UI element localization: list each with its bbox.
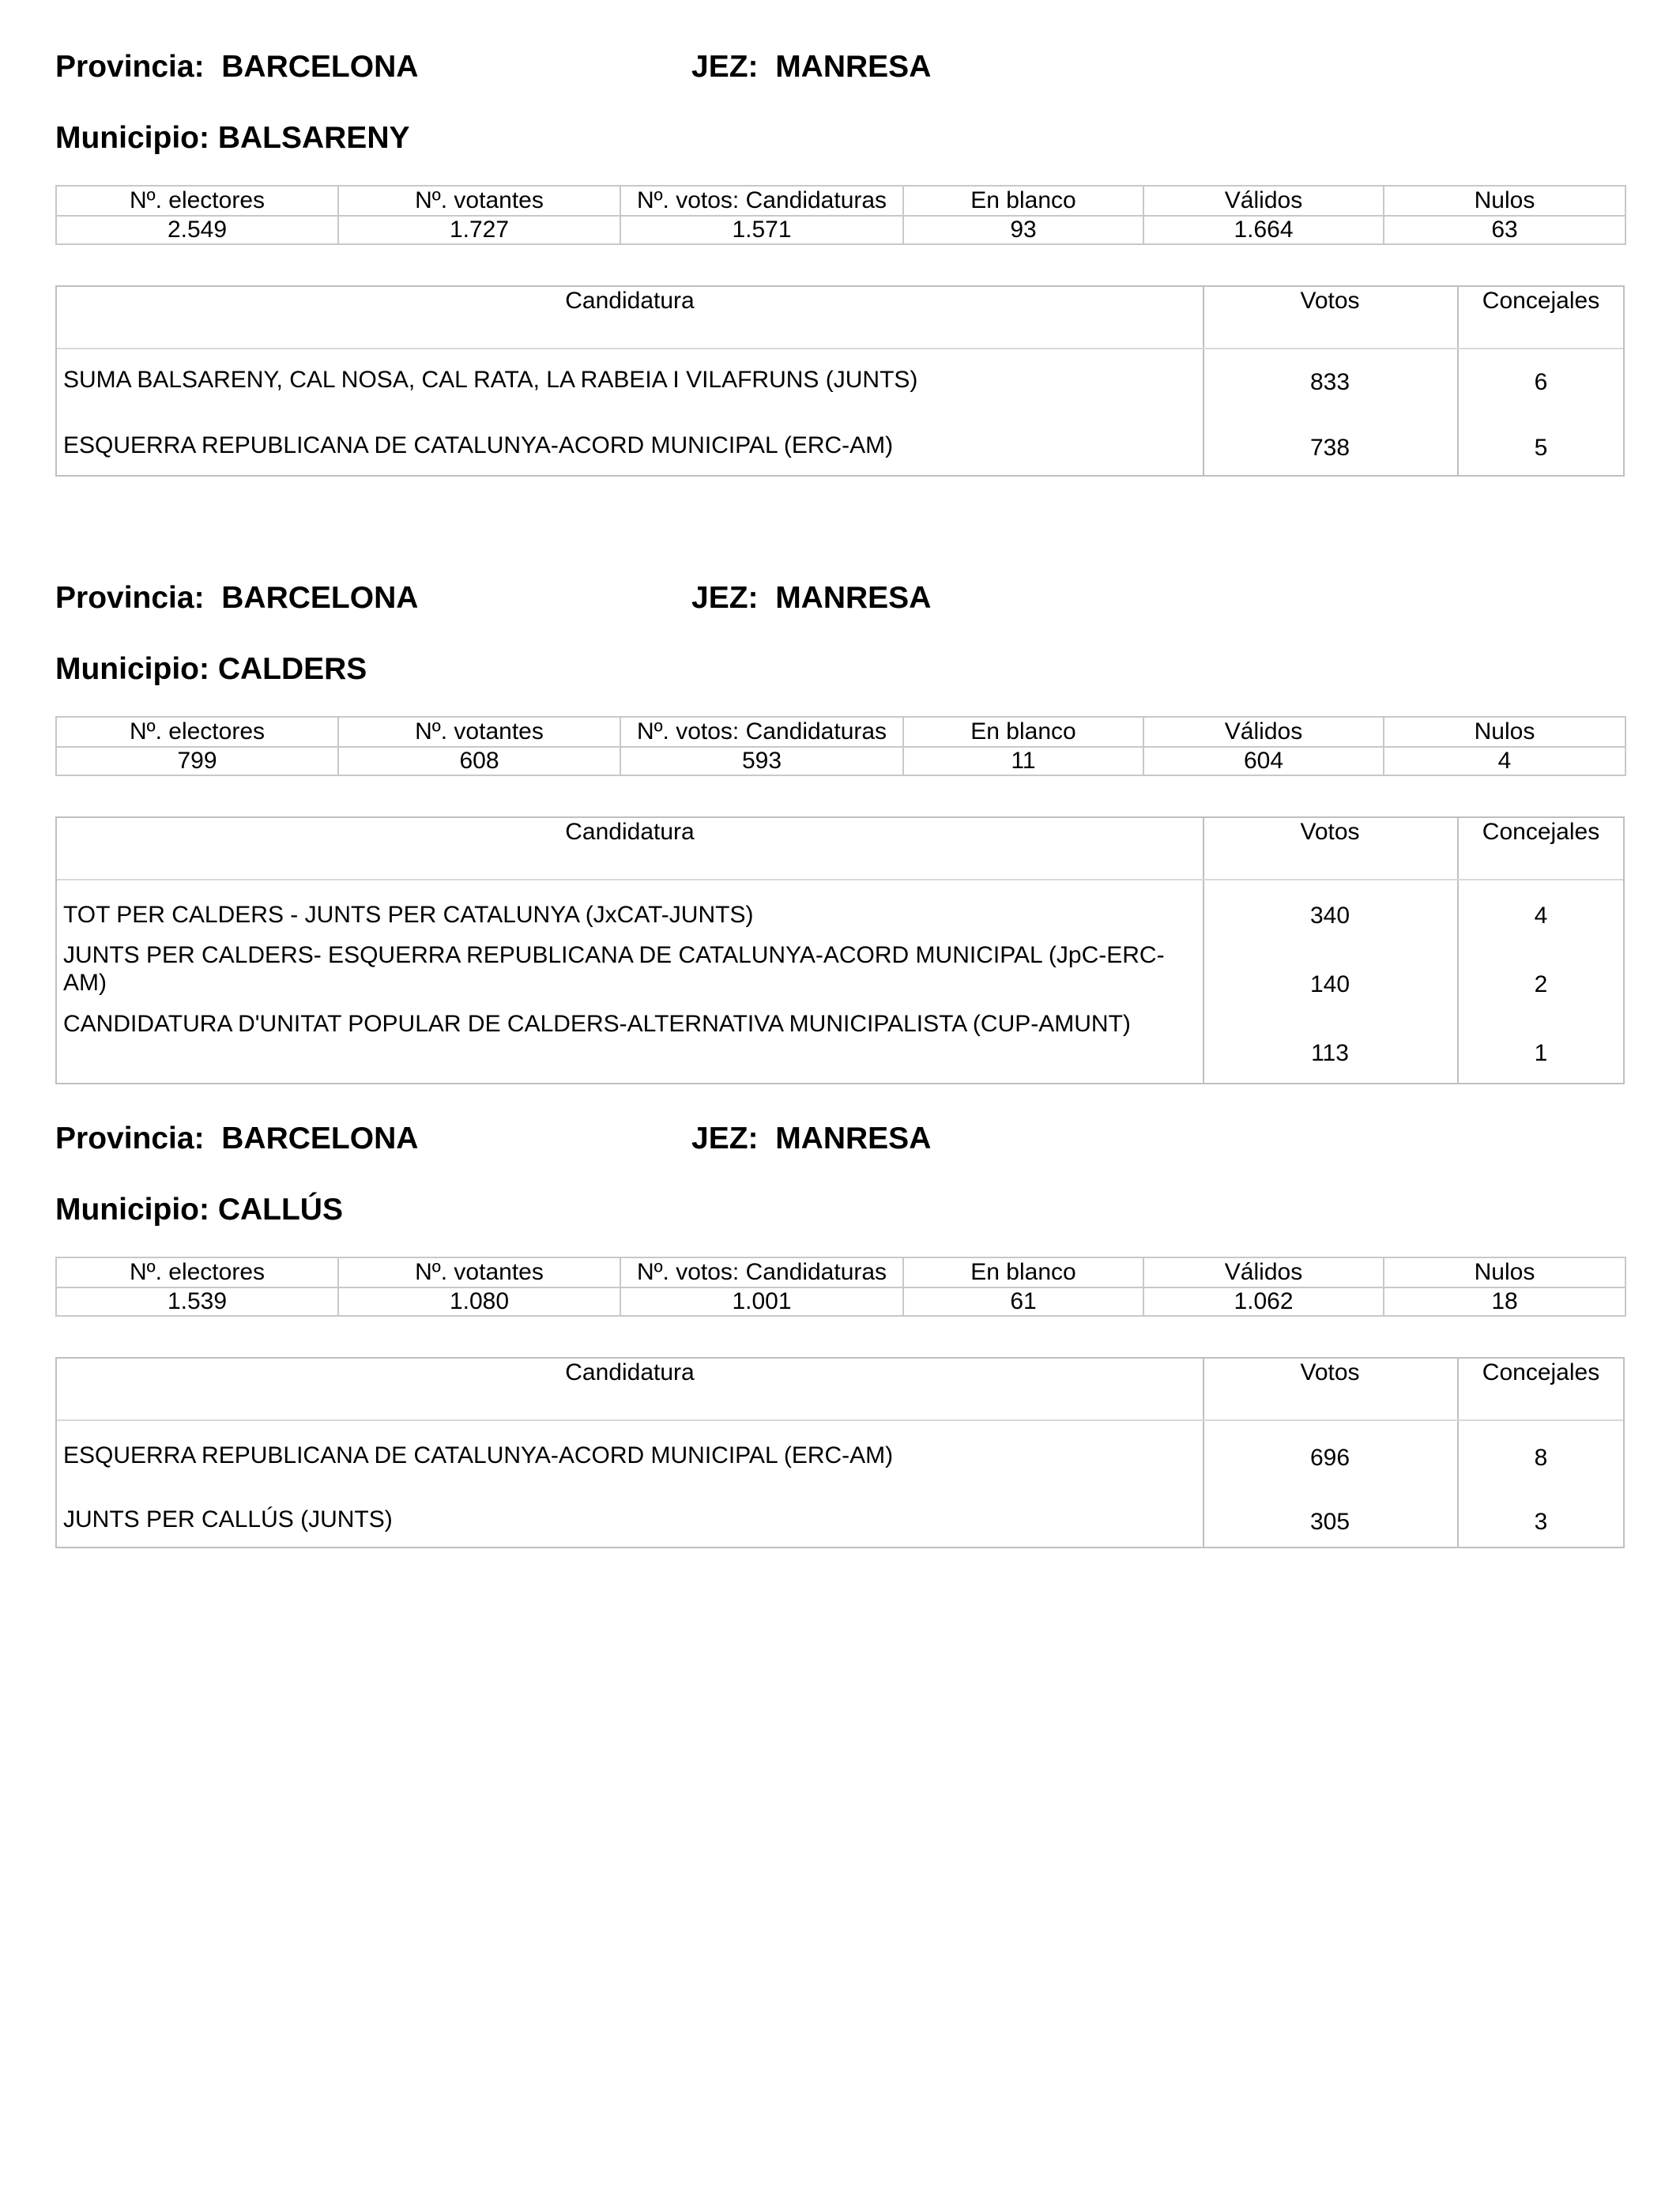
candidatura-name: ESQUERRA REPUBLICANA DE CATALUNYA-ACORD MUNICIPAL (ERC-AM) <box>63 432 894 458</box>
stats-value: 61 <box>903 1287 1143 1316</box>
candidatura-name: ESQUERRA REPUBLICANA DE CATALUNYA-ACORD MUNICIPAL (ERC-AM) <box>63 1442 894 1468</box>
stats-header: Nº. votantes <box>338 717 620 747</box>
stats-header: Nulos <box>1384 186 1625 216</box>
stats-header: En blanco <box>903 186 1143 216</box>
stats-value: 1.664 <box>1143 216 1384 244</box>
candidatura-row <box>57 366 1625 396</box>
votos-header: Votos <box>1300 819 1360 845</box>
concejales-header: Concejales <box>1482 819 1600 845</box>
stats-value: 1.539 <box>56 1287 338 1316</box>
candidaturas-header <box>57 1359 1623 1421</box>
candidatura-name: SUMA BALSARENY, CAL NOSA, CAL RATA, LA RABEIA I VILAFRUNS (JUNTS) <box>63 367 918 393</box>
candidaturas-table <box>55 816 1625 1084</box>
stats-header: Nº. votantes <box>338 1257 620 1287</box>
stats-value: 799 <box>56 747 338 775</box>
stats-header: Nº. votos: Candidaturas <box>620 717 903 747</box>
stats-header-row <box>56 186 1625 216</box>
candidatura-votos: 340 <box>1309 903 1350 929</box>
candidatura-votos: 305 <box>1309 1509 1350 1535</box>
stats-value: 1.001 <box>620 1287 903 1316</box>
candidatura-row <box>57 1506 1625 1536</box>
candidatura-row <box>57 901 1625 929</box>
stats-value: 604 <box>1143 747 1384 775</box>
stats-table <box>55 716 1626 776</box>
provincia-heading: Provincia: BARCELONA <box>55 50 419 84</box>
municipio-heading: Municipio: BALSARENY <box>55 121 410 155</box>
stats-value: 1.727 <box>338 216 620 244</box>
candidatura-concejales: 8 <box>1534 1445 1548 1471</box>
stats-value: 4 <box>1384 747 1625 775</box>
candidatura-votos: 696 <box>1309 1445 1350 1471</box>
candidaturas-table <box>55 285 1625 477</box>
candidatura-concejales: 5 <box>1534 435 1548 461</box>
stats-table <box>55 1257 1626 1317</box>
stats-header: Nº. votantes <box>338 186 620 216</box>
votos-header: Votos <box>1300 288 1360 314</box>
candidatura-row <box>57 1442 1625 1472</box>
stats-header: Nulos <box>1384 717 1625 747</box>
jez-heading: JEZ: MANRESA <box>691 581 932 615</box>
candidatura-row <box>57 941 1625 998</box>
votos-header: Votos <box>1300 1359 1360 1385</box>
stats-header: Nº. electores <box>56 717 338 747</box>
stats-value: 1.571 <box>620 216 903 244</box>
stats-header: En blanco <box>903 1257 1143 1287</box>
stats-header-row <box>56 717 1625 747</box>
concejales-header: Concejales <box>1482 1359 1600 1385</box>
municipio-heading: Municipio: CALLÚS <box>55 1193 343 1227</box>
candidatura-row <box>57 1010 1625 1067</box>
candidatura-concejales: 4 <box>1534 903 1548 929</box>
stats-value: 608 <box>338 747 620 775</box>
stats-header: Válidos <box>1143 1257 1384 1287</box>
stats-header: Válidos <box>1143 186 1384 216</box>
stats-header: Nº. electores <box>56 186 338 216</box>
candidatura-name: JUNTS PER CALLÚS (JUNTS) <box>63 1506 393 1532</box>
candidatura-name: TOT PER CALDERS - JUNTS PER CATALUNYA (JxCAT-JUNTS) <box>63 902 754 928</box>
concejales-header: Concejales <box>1482 288 1600 314</box>
stats-value-row <box>56 1287 1625 1316</box>
candidatura-concejales: 1 <box>1534 1040 1548 1066</box>
candidaturas-table <box>55 1357 1625 1548</box>
candidatura-header: Candidatura <box>565 1359 695 1385</box>
provincia-heading: Provincia: BARCELONA <box>55 1122 419 1155</box>
stats-header: Nº. votos: Candidaturas <box>620 186 903 216</box>
stats-value: 63 <box>1384 216 1625 244</box>
stats-header: Válidos <box>1143 717 1384 747</box>
stats-value: 593 <box>620 747 903 775</box>
candidatura-votos: 738 <box>1309 435 1350 461</box>
candidatura-concejales: 6 <box>1534 369 1548 395</box>
stats-value: 1.080 <box>338 1287 620 1316</box>
candidatura-concejales: 2 <box>1534 971 1548 997</box>
stats-value: 1.062 <box>1143 1287 1384 1316</box>
candidatura-row <box>57 432 1625 462</box>
candidaturas-header <box>57 818 1623 880</box>
candidatura-votos: 833 <box>1309 369 1350 395</box>
candidatura-concejales: 3 <box>1534 1509 1548 1535</box>
stats-value: 2.549 <box>56 216 338 244</box>
jez-heading: JEZ: MANRESA <box>691 50 932 84</box>
stats-value: 93 <box>903 216 1143 244</box>
stats-header: En blanco <box>903 717 1143 747</box>
candidatura-name: CANDIDATURA D'UNITAT POPULAR DE CALDERS-ALTERNATIVA MUNICIPALISTA (CUP-AMUNT) <box>63 1011 1131 1037</box>
candidatura-name: JUNTS PER CALDERS- ESQUERRA REPUBLICANA DE CATALUNYA-ACORD MUNICIPAL (JpC-ERC-AM) <box>63 942 1165 996</box>
candidaturas-header <box>57 287 1623 349</box>
stats-value: 11 <box>903 747 1143 775</box>
stats-value: 18 <box>1384 1287 1625 1316</box>
stats-value-row <box>56 747 1625 775</box>
stats-table <box>55 185 1626 245</box>
stats-header: Nº. electores <box>56 1257 338 1287</box>
candidatura-votos: 113 <box>1311 1040 1349 1066</box>
stats-header: Nº. votos: Candidaturas <box>620 1257 903 1287</box>
stats-value-row <box>56 216 1625 244</box>
jez-heading: JEZ: MANRESA <box>691 1122 932 1155</box>
candidatura-header: Candidatura <box>565 288 695 314</box>
municipio-heading: Municipio: CALDERS <box>55 652 367 686</box>
stats-header-row <box>56 1257 1625 1287</box>
candidatura-header: Candidatura <box>565 819 695 845</box>
provincia-heading: Provincia: BARCELONA <box>55 581 419 615</box>
candidatura-votos: 140 <box>1309 971 1350 997</box>
stats-header: Nulos <box>1384 1257 1625 1287</box>
